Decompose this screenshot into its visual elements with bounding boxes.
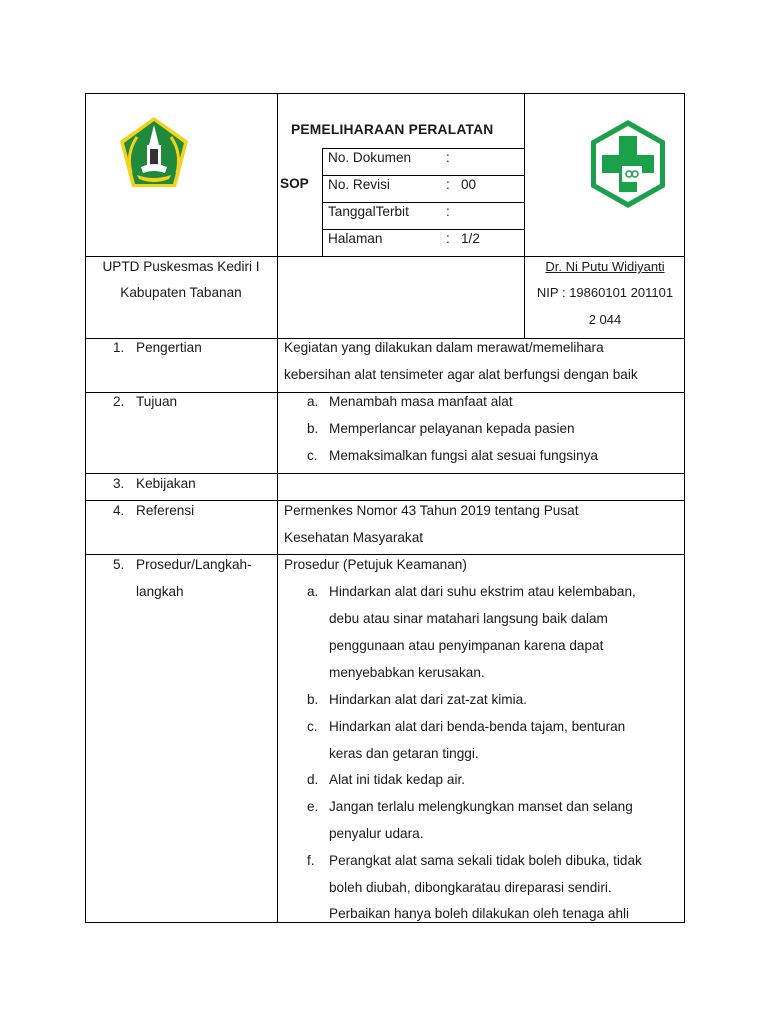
section-label-pengertian: Pengertian <box>136 340 202 355</box>
section-label-referensi: Referensi <box>136 503 195 518</box>
list-item: Memperlancar pelayanan kepada pasien <box>329 421 575 436</box>
row-divider <box>85 473 685 474</box>
meta-separator: : <box>446 204 450 219</box>
row-divider <box>85 392 685 393</box>
list-item-line: Hindarkan alat dari suhu ekstrim atau kelembaban, <box>329 584 636 599</box>
list-marker: c. <box>307 448 318 463</box>
sop-label: SOP <box>280 176 309 191</box>
meta-label-halaman: Halaman <box>328 231 383 246</box>
list-item-line: Alat ini tidak kedap air. <box>329 772 466 787</box>
section-label-prosedur: Prosedur/Langkah- <box>136 557 252 572</box>
section-number: 5. <box>113 557 125 572</box>
list-marker: d. <box>307 772 319 787</box>
meta-row-divider <box>322 148 524 149</box>
header-right-divider <box>524 93 525 339</box>
signatory-nip-continued: 2 044 <box>588 312 622 327</box>
table-border-bottom <box>85 922 685 923</box>
list-item-line: penggunaan atau penyimpanan karena dapat <box>329 638 604 653</box>
list-item-line: Hindarkan alat dari zat-zat kimia. <box>329 692 527 707</box>
list-marker: f. <box>307 853 315 868</box>
signatory-name: Dr. Ni Putu Widiyanti <box>545 259 665 274</box>
section-text-line: Kesehatan Masyarakat <box>284 530 424 545</box>
row-divider <box>85 500 685 501</box>
list-item-line: Jangan terlalu melengkungkan manset dan selang <box>329 799 633 814</box>
section-label-kebijakan: Kebijakan <box>136 476 196 491</box>
list-marker: e. <box>307 799 319 814</box>
list-marker: c. <box>307 719 318 734</box>
section-number: 1. <box>113 340 125 355</box>
meta-row-divider <box>322 175 524 176</box>
row-divider <box>85 256 685 257</box>
meta-separator: : <box>446 231 450 246</box>
section-text-line: Permenkes Nomor 43 Tahun 2019 tentang Pusat <box>284 503 579 518</box>
section-text-line: kebersihan alat tensimeter agar alat berfungsi dengan baik <box>284 367 638 382</box>
meta-row-divider <box>322 229 524 230</box>
org-regency: Kabupaten Tabanan <box>120 285 242 300</box>
kabupaten-tabanan-emblem-icon <box>117 115 191 191</box>
section-number: 2. <box>113 394 125 409</box>
meta-value-halaman: 1/2 <box>461 231 480 246</box>
list-item-line: Hindarkan alat dari benda-benda tajam, benturan <box>329 719 626 734</box>
list-item-line: Perangkat alat sama sekali tidak boleh dibuka, tidak <box>329 853 642 868</box>
document-title: PEMELIHARAAN PERALATAN <box>291 122 494 137</box>
procedure-intro: Prosedur (Petujuk Keamanan) <box>284 557 467 572</box>
meta-value-no-revisi: 00 <box>461 177 477 192</box>
list-item-line: boleh diubah, dibongkaratau direparasi sendiri. <box>329 880 612 895</box>
list-item: Menambah masa manfaat alat <box>329 394 513 409</box>
row-divider <box>85 554 685 555</box>
list-item: Memaksimalkan fungsi alat sesuai fungsinya <box>329 448 598 463</box>
org-name: UPTD Puskesmas Kediri I <box>102 259 260 274</box>
sop-document <box>85 93 685 923</box>
meta-label-no-revisi: No. Revisi <box>328 177 390 192</box>
list-item-line: keras dan getaran tinggi. <box>329 746 479 761</box>
section-text-line: Kegiatan yang dilakukan dalam merawat/memelihara <box>284 340 604 355</box>
meta-row-divider <box>322 202 524 203</box>
section-label-prosedur-continued: langkah <box>136 584 184 599</box>
meta-separator: : <box>446 177 450 192</box>
meta-separator: : <box>446 150 450 165</box>
list-marker: a. <box>307 394 319 409</box>
list-marker: b. <box>307 692 319 707</box>
section-label-tujuan: Tujuan <box>136 394 178 409</box>
list-marker: b. <box>307 421 319 436</box>
row-divider <box>85 338 685 339</box>
section-number: 4. <box>113 503 125 518</box>
table-border-top <box>85 93 685 94</box>
sop-column-divider <box>322 148 323 256</box>
section-number: 3. <box>113 476 125 491</box>
column-divider <box>277 93 278 923</box>
puskesmas-logo-icon <box>588 118 668 210</box>
signatory-nip: NIP : 19860101 201101 <box>536 285 674 300</box>
list-item-line: debu atau sinar matahari langsung baik dalam <box>329 611 608 626</box>
table-border-right <box>684 93 685 923</box>
list-item-line: penyalur udara. <box>329 826 424 841</box>
list-item-line: Perbaikan hanya boleh dilakukan oleh tenaga ahli <box>329 906 630 921</box>
meta-label-no-dokumen: No. Dokumen <box>328 150 412 165</box>
list-marker: a. <box>307 584 319 599</box>
table-border-left <box>85 93 86 923</box>
list-item-line: menyebabkan kerusakan. <box>329 665 485 680</box>
meta-label-tanggal-terbit: TanggalTerbit <box>328 204 409 219</box>
